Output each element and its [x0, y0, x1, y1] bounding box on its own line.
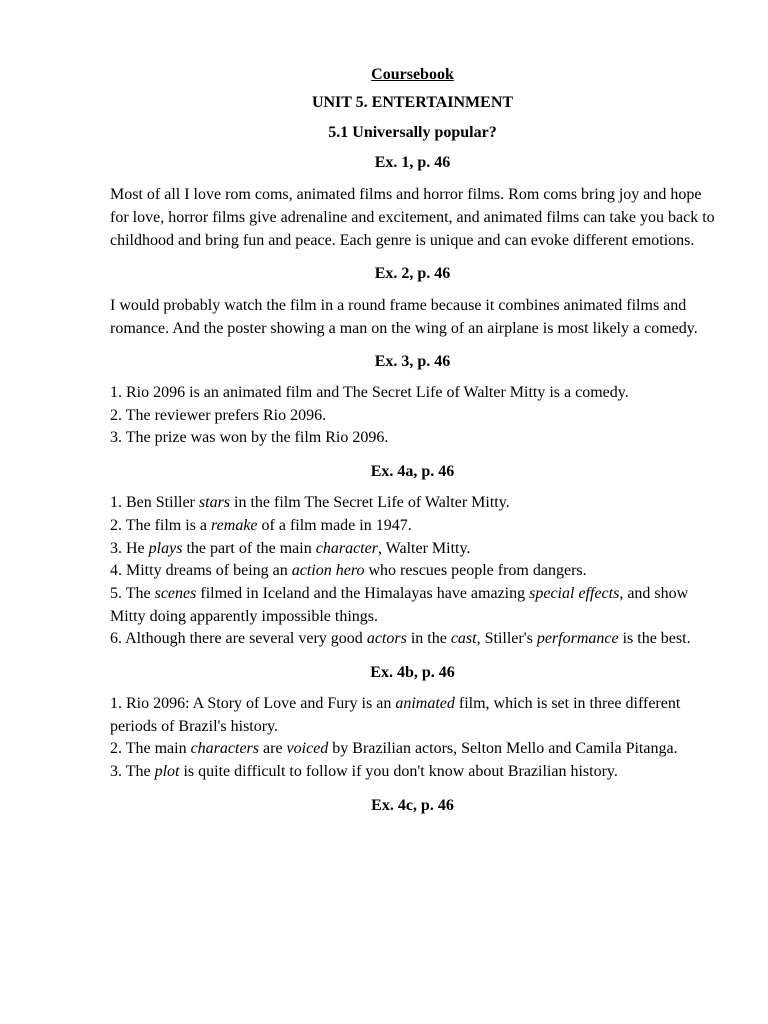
ex2-heading: Ex. 2, p. 46 — [374, 265, 451, 282]
ex4a-item-4: 4. Mitty dreams of being an action hero who rescues people from dangers. — [110, 562, 587, 580]
document-title: Coursebook — [371, 66, 454, 83]
ex4b-heading: Ex. 4b, p. 46 — [370, 664, 455, 682]
ex2-text: I would probably watch the film in a round frame because it combines animated films and romance. And the poster showing a man on the wing of an airplane is most likely a comedy. — [110, 297, 698, 337]
ex4a-item-1: 1. Ben Stiller stars in the film The Secret Life of Walter Mitty. — [110, 494, 510, 512]
ex4b-item-2: 2. The main characters are voiced by Brazilian actors, Selton Mello and Camila Pitanga. — [110, 740, 678, 758]
ex4c-heading: Ex. 4c, p. 46 — [371, 796, 454, 814]
ex3-heading: Ex. 3, p. 46 — [374, 353, 451, 370]
ex4a-list — [110, 492, 715, 651]
ex3-item-2: 2. The reviewer prefers Rio 2096. — [110, 406, 327, 424]
ex3-item-3: 3. The prize was won by the film Rio 2096. — [110, 429, 389, 447]
ex4b-list — [110, 693, 715, 784]
ex4a-item-2: 2. The film is a remake of a film made in 1947. — [110, 516, 412, 534]
ex4b-item-3: 3. The plot is quite difficult to follow if you don't know about Brazilian history. — [110, 763, 618, 781]
ex4a-item-6: 6. Although there are several very good actors in the cast, Stiller's performance is the best. — [110, 630, 691, 648]
ex4a-item-3: 3. He plays the part of the main character, Walter Mitty. — [110, 539, 471, 557]
ex1-heading: Ex. 1, p. 46 — [374, 154, 451, 171]
unit-heading: UNIT 5. ENTERTAINMENT — [311, 94, 514, 111]
ex4a-item-5: 5. The scenes filmed in Iceland and the Himalayas have amazing special effects, and show Mitty doing apparently impossible things. — [110, 584, 689, 625]
document-page — [110, 66, 715, 826]
ex4b-item-1: 1. Rio 2096: A Story of Love and Fury is an animated film, which is set in three different periods of Brazil's history. — [110, 695, 681, 735]
ex3-item-1: 1. Rio 2096 is an animated film and The Secret Life of Walter Mitty is a comedy. — [110, 384, 629, 401]
ex3-list — [110, 382, 715, 450]
ex4a-heading: Ex. 4a, p. 46 — [370, 463, 455, 481]
section-heading: 5.1 Universally popular? — [328, 124, 497, 141]
ex1-text: Most of all I love rom coms, animated films and horror films. Rom coms bring joy and hope for love, horror films give adrenaline and excitement, and animated films can take you back to childhood and bring fun and peace. Each genre is unique and can evoke different emotions. — [110, 186, 715, 249]
